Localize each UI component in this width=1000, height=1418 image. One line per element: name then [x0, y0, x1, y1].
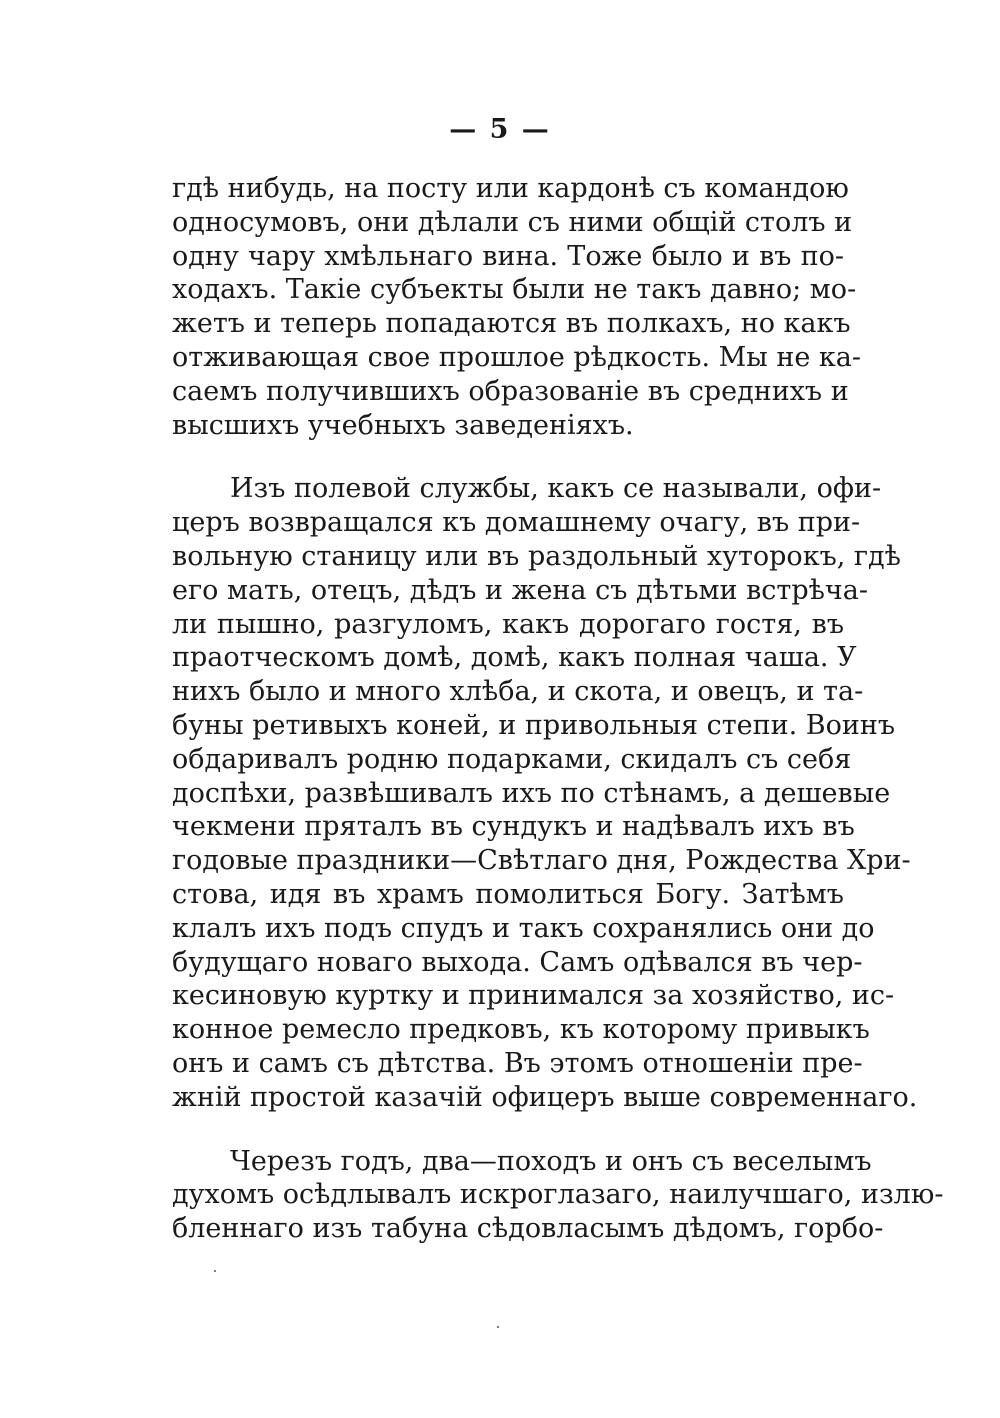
- text-line: вольную станицу или въ раздольный хуторокъ, гдѣ: [172, 540, 901, 572]
- text-line: клалъ ихъ подъ спудъ и такъ сохранялись они до: [172, 912, 875, 944]
- text-line: ли пышно, разгуломъ, какъ дорогаго гостя, въ: [172, 608, 844, 640]
- text-line: односумовъ, они дѣлали съ ними общій столъ и: [172, 206, 853, 238]
- text-line: жетъ и теперь попадаются въ полкахъ, но какъ: [172, 308, 851, 340]
- text-line: жній простой казачій офицеръ выше современнаго.: [172, 1081, 918, 1113]
- text-line: годовые праздники—Свѣтлаго дня, Рождества Хри-: [172, 845, 911, 877]
- print-speck: [497, 1326, 499, 1328]
- text-line: ходахъ. Такіе субъекты были не такъ давно; мо-: [172, 274, 857, 306]
- text-line: его мать, отецъ, дѣдъ и жена съ дѣтьми встрѣча-: [172, 574, 869, 606]
- text-line: саемъ получившихъ образованіе въ среднихъ и: [172, 375, 849, 407]
- paragraph: [172, 1145, 944, 1246]
- text-line: конное ремесло предковъ, къ которому привыкъ: [172, 1014, 870, 1046]
- paragraph: [172, 472, 918, 1114]
- text-line: обдаривалъ родню подарками, скидалъ съ себя: [172, 743, 852, 775]
- text-line: кесиновую куртку и принимался за хозяйство, ис-: [172, 980, 895, 1012]
- text-line: отживающая свое прошлое рѣдкость. Мы не ка-: [172, 341, 862, 373]
- text-line: церъ возвращался къ домашнему очагу, въ при-: [172, 507, 861, 539]
- text-line: чекмени пряталъ въ сундукъ и надѣвалъ ихъ въ: [172, 811, 855, 843]
- body-text: [172, 172, 944, 1246]
- text-line: одну чару хмѣльнаго вина. Тоже было и въ по-: [172, 240, 844, 272]
- paragraph: [172, 172, 862, 442]
- text-line: доспѣхи, развѣшивалъ ихъ по стѣнамъ, а дешевые: [172, 777, 891, 809]
- text-line: духомъ осѣдлывалъ искроглазаго, наилучшаго, излю-: [172, 1179, 944, 1211]
- text-line: нихъ было и много хлѣба, и скота, и овецъ, и та-: [172, 676, 864, 708]
- page-number: — 5 —: [449, 114, 551, 145]
- text-line: Изъ полевой службы, какъ се называли, офи-: [230, 473, 882, 505]
- print-speck: [214, 1270, 216, 1272]
- text-line: высшихъ учебныхъ заведеніяхъ.: [172, 409, 634, 441]
- paragraph-spacer: [172, 1115, 844, 1145]
- text-line: праотческомъ домѣ, домѣ, какъ полная чаша. У: [172, 642, 857, 674]
- text-line: Черезъ годъ, два—походъ и онъ съ веселымъ: [230, 1145, 872, 1177]
- text-line: будущаго новаго выхода. Самъ одѣвался въ чер-: [172, 946, 863, 978]
- text-line: стова, идя въ храмъ помолиться Богу. Затѣмъ: [172, 878, 844, 910]
- text-line: онъ и самъ съ дѣтства. Въ этомъ отношеніи пре-: [172, 1047, 863, 1079]
- text-line: буны ретивыхъ коней, и привольныя степи. Воинъ: [172, 709, 896, 741]
- paragraph-spacer: [172, 442, 844, 472]
- text-line: бленнаго изъ табуна сѣдовласымъ дѣдомъ, горбо-: [172, 1213, 884, 1245]
- text-line: гдѣ нибудь, на посту или кардонѣ съ командою: [172, 173, 849, 204]
